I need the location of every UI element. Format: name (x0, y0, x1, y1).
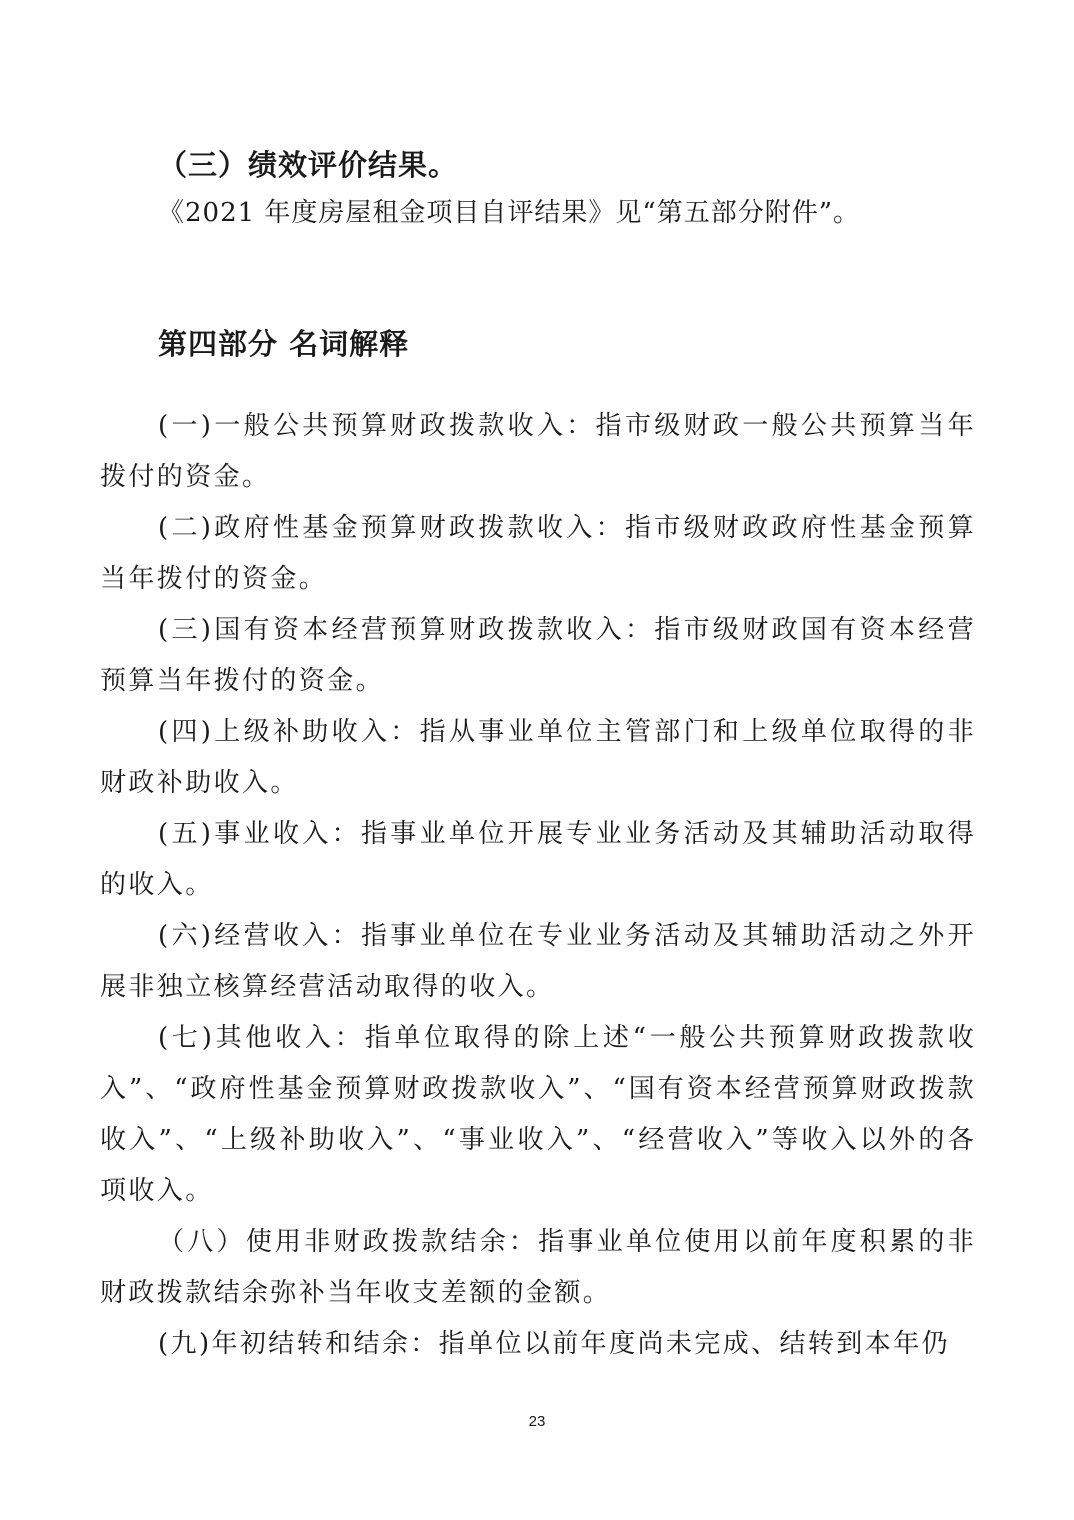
definition-item-5: (五)事业收入：指事业单位开展专业业务活动及其辅助活动取得的收入。 (100, 819, 976, 900)
definition-item-9: (九)年初结转和结余：指单位以前年度尚未完成、结转到本年仍 (158, 1329, 950, 1359)
definition-item-7: (七)其他收入：指单位取得的除上述“一般公共预算财政拨款收入”、“政府性基金预算财政拨款收入”、“国有资本经营预算财政拨款收入”、“上级补助收入”、“事业收入”、“经营收入”等收入以外的各项收入。 (100, 1023, 976, 1206)
definition-item-2: (二)政府性基金预算财政拨款收入：指市级财政政府性基金预算当年拨付的资金。 (100, 513, 976, 594)
definition-item-1: (一)一般公共预算财政拨款收入：指市级财政一般公共预算当年拨付的资金。 (100, 411, 976, 492)
glossary-definitions (100, 401, 976, 1370)
definition-item-4: (四)上级补助收入：指从事业单位主管部门和上级单位取得的非财政补助收入。 (100, 717, 976, 798)
definition-item-6: (六)经营收入：指事业单位在专业业务活动及其辅助活动之外开展非独立核算经营活动取得的收入。 (100, 921, 976, 1002)
definition-item-8: （八）使用非财政拨款结余：指事业单位使用以前年度积累的非财政拨款结余弥补当年收支差额的金额。 (100, 1227, 976, 1308)
page-number: 23 (528, 1413, 546, 1430)
part-title-glossary: 第四部分 名词解释 (158, 327, 410, 361)
definition-item-3: (三)国有资本经营预算财政拨款收入：指市级财政国有资本经营预算当年拨付的资金。 (100, 615, 976, 696)
section-body-performance-results: 《2021 年度房屋租金项目自评结果》见“第五部分附件”。 (158, 198, 861, 228)
section-heading-performance-results: （三）绩效评价结果。 (158, 148, 459, 182)
